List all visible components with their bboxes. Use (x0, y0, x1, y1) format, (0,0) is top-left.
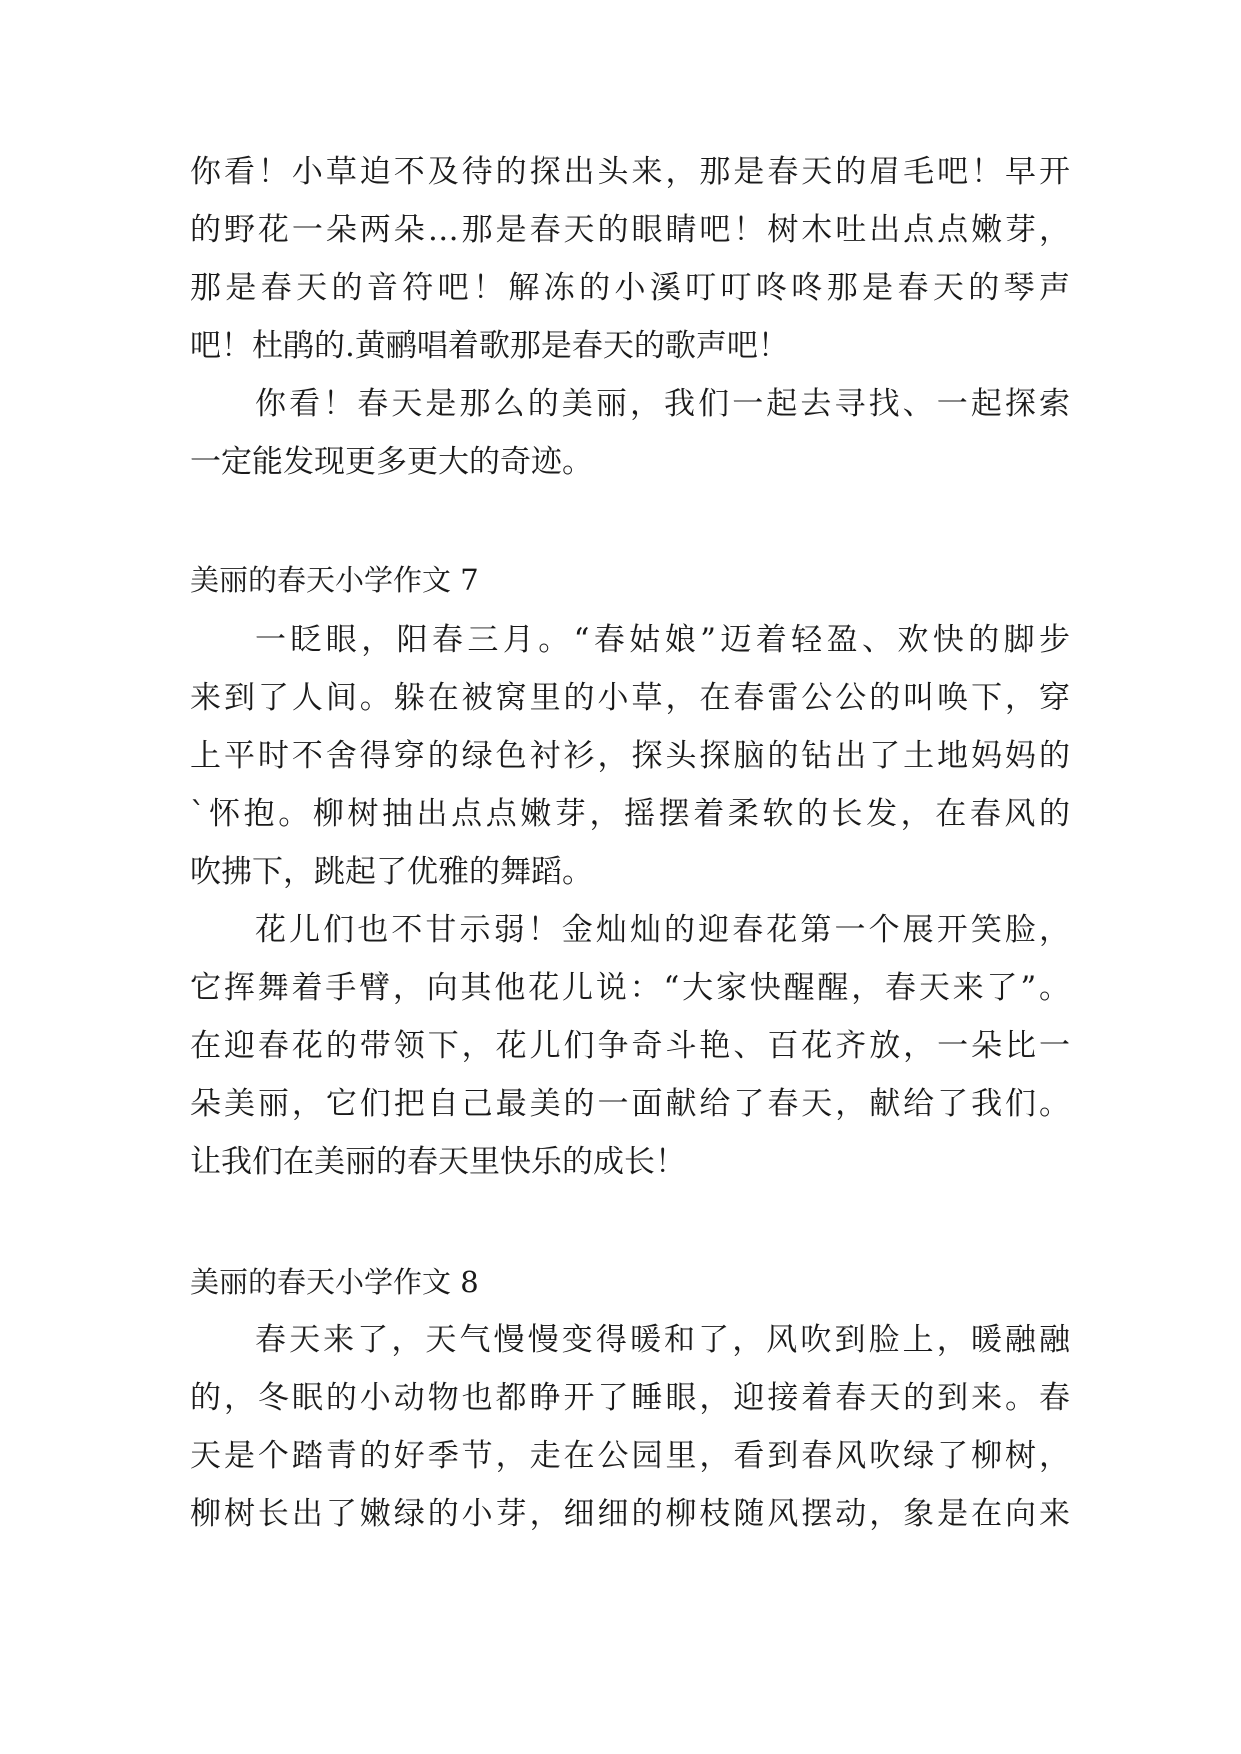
paragraph-line: `怀抱。柳树抽出点点嫩芽，摇摆着柔软的长发，在春风的 (190, 796, 1070, 832)
paragraph-line: 在迎春花的带领下，花儿们争奇斗艳、百花齐放，一朵比一 (190, 1028, 1070, 1064)
paragraph-line: 春天来了，天气慢慢变得暖和了，风吹到脸上，暖融融 (255, 1322, 1070, 1358)
paragraph-line: 的，冬眠的小动物也都睁开了睡眼，迎接着春天的到来。春 (190, 1380, 1070, 1416)
paragraph-line: 吧！杜鹃的.黄鹂唱着歌那是春天的歌声吧！ (190, 328, 789, 364)
paragraph-line: 的野花一朵两朵…那是春天的眼睛吧！树木吐出点点嫩芽， (190, 212, 1070, 248)
section-heading: 美丽的春天小学作文 7 (190, 563, 479, 597)
paragraph-line: 你看！春天是那么的美丽，我们一起去寻找、一起探索 (255, 386, 1070, 422)
paragraph-line: 一定能发现更多更大的奇迹。 (190, 444, 593, 480)
paragraph-line: 上平时不舍得穿的绿色衬衫，探头探脑的钻出了土地妈妈的 (190, 738, 1070, 774)
paragraph-line: 那是春天的音符吧！解冻的小溪叮叮咚咚那是春天的琴声 (190, 270, 1070, 306)
paragraph-line: 花儿们也不甘示弱！金灿灿的迎春花第一个展开笑脸， (255, 912, 1070, 948)
paragraph-line: 一眨眼，阳春三月。“春姑娘”迈着轻盈、欢快的脚步 (255, 622, 1070, 658)
paragraph-line: 让我们在美丽的春天里快乐的成长！ (190, 1144, 686, 1180)
paragraph-line: 来到了人间。躲在被窝里的小草，在春雷公公的叫唤下，穿 (190, 680, 1070, 716)
paragraph-line: 朵美丽，它们把自己最美的一面献给了春天，献给了我们。 (190, 1086, 1070, 1122)
section-heading: 美丽的春天小学作文 8 (190, 1265, 479, 1299)
paragraph-line: 它挥舞着手臂，向其他花儿说：“大家快醒醒，春天来了”。 (190, 970, 1070, 1006)
paragraph-line: 柳树长出了嫩绿的小芽，细细的柳枝随风摆动，象是在向来 (190, 1496, 1070, 1532)
paragraph-line: 吹拂下，跳起了优雅的舞蹈。 (190, 854, 593, 890)
paragraph-line: 你看！小草迫不及待的探出头来，那是春天的眉毛吧！早开 (190, 154, 1070, 190)
paragraph-line: 天是个踏青的好季节，走在公园里，看到春风吹绿了柳树， (190, 1438, 1070, 1474)
